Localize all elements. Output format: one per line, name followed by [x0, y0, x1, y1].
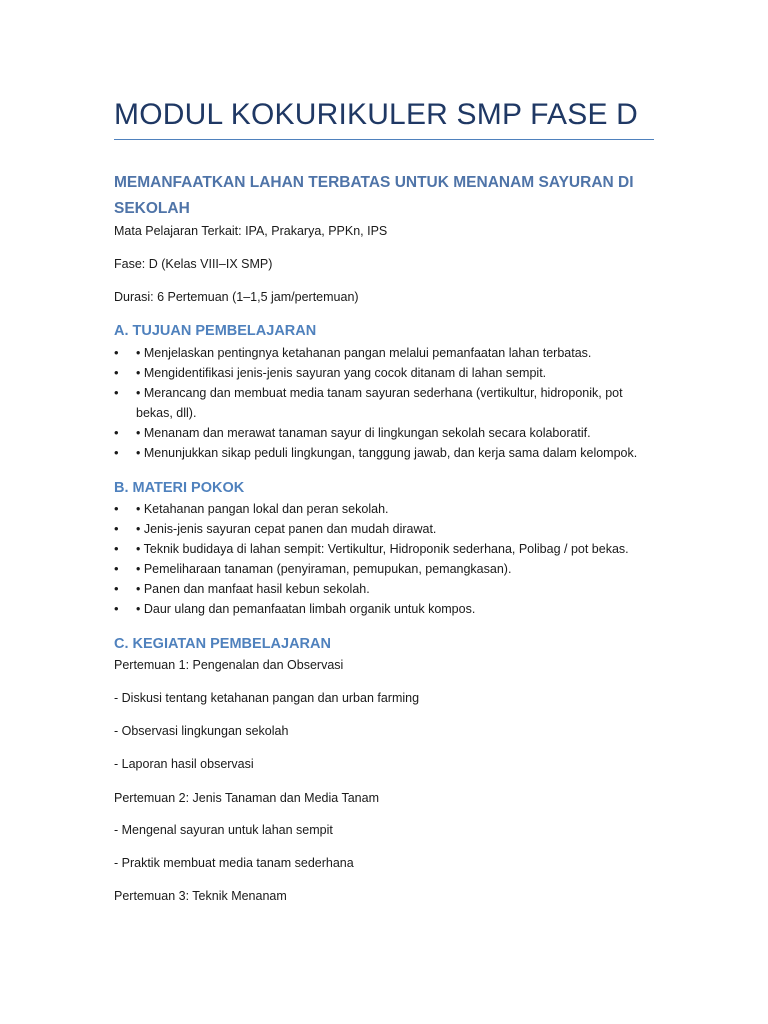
- list-item: [114, 599, 654, 619]
- document-subtitle: MEMANFAATKAN LAHAN TERBATAS UNTUK MENANAM SAYURAN DI SEKOLAH: [114, 174, 634, 217]
- list-item: [114, 499, 654, 519]
- section-b-heading: B. MATERI POKOK: [114, 480, 245, 496]
- section-b-list: [114, 499, 654, 619]
- activity-line: - Praktik membuat media tanam sederhana: [114, 856, 354, 870]
- list-item-text: • Menanam dan merawat tanaman sayur di lingkungan sekolah secara kolaboratif.: [136, 426, 591, 440]
- list-item: [114, 559, 654, 579]
- list-item: [114, 343, 654, 363]
- activity-line: - Laporan hasil observasi: [114, 757, 254, 771]
- list-item-text: • Menunjukkan sikap peduli lingkungan, tanggung jawab, dan kerja sama dalam kelompok.: [136, 446, 638, 460]
- list-item: [114, 423, 654, 443]
- meta-subjects: Mata Pelajaran Terkait: IPA, Prakarya, PPKn, IPS: [114, 224, 388, 238]
- meeting-3-title: Pertemuan 3: Teknik Menanam: [114, 889, 287, 903]
- list-item-text: • Panen dan manfaat hasil kebun sekolah.: [136, 582, 370, 596]
- bullet-marker: •: [114, 561, 119, 576]
- section-a-heading: A. TUJUAN PEMBELAJARAN: [114, 323, 317, 339]
- meta-duration: Durasi: 6 Pertemuan (1–1,5 jam/pertemuan): [114, 290, 359, 304]
- list-item-text: • Ketahanan pangan lokal dan peran sekolah.: [136, 502, 389, 516]
- bullet-marker: •: [114, 385, 119, 400]
- bullet-marker: •: [114, 501, 119, 516]
- list-item: [114, 539, 654, 559]
- bullet-marker: •: [114, 601, 119, 616]
- list-item-text: • Pemeliharaan tanaman (penyiraman, pemupukan, pemangkasan).: [136, 562, 512, 576]
- bullet-marker: •: [114, 541, 119, 556]
- document-title: MODUL KOKURIKULER SMP FASE D: [114, 98, 639, 131]
- meeting-1-title: Pertemuan 1: Pengenalan dan Observasi: [114, 658, 344, 672]
- list-item-text: • Jenis-jenis sayuran cepat panen dan mudah dirawat.: [136, 522, 437, 536]
- list-item: [114, 383, 654, 423]
- bullet-marker: •: [114, 521, 119, 536]
- list-item: [114, 579, 654, 599]
- list-item-text: • Menjelaskan pentingnya ketahanan pangan melalui pemanfaatan lahan terbatas.: [136, 346, 592, 360]
- list-item: [114, 519, 654, 539]
- list-item-text: • Merancang dan membuat media tanam sayuran sederhana (vertikultur, hidroponik, pot bekas, dll).: [136, 386, 623, 420]
- list-item-text: • Teknik budidaya di lahan sempit: Vertikultur, Hidroponik sederhana, Polibag / pot bekas.: [136, 542, 629, 556]
- section-c-heading: C. KEGIATAN PEMBELAJARAN: [114, 636, 331, 652]
- list-item-text: • Mengidentifikasi jenis-jenis sayuran yang cocok ditanam di lahan sempit.: [136, 366, 547, 380]
- section-a-list: [114, 343, 654, 463]
- bullet-marker: •: [114, 365, 119, 380]
- list-item: [114, 443, 654, 463]
- title-underline: [114, 139, 654, 140]
- meeting-2-title: Pertemuan 2: Jenis Tanaman dan Media Tanam: [114, 791, 379, 805]
- activity-line: - Mengenal sayuran untuk lahan sempit: [114, 823, 333, 837]
- meta-phase: Fase: D (Kelas VIII–IX SMP): [114, 257, 273, 271]
- list-item: [114, 363, 654, 383]
- bullet-marker: •: [114, 345, 119, 360]
- bullet-marker: •: [114, 581, 119, 596]
- list-item-text: • Daur ulang dan pemanfaatan limbah organik untuk kompos.: [136, 602, 476, 616]
- bullet-marker: •: [114, 445, 119, 460]
- bullet-marker: •: [114, 425, 119, 440]
- activity-line: - Observasi lingkungan sekolah: [114, 724, 289, 738]
- activity-line: - Diskusi tentang ketahanan pangan dan urban farming: [114, 691, 420, 705]
